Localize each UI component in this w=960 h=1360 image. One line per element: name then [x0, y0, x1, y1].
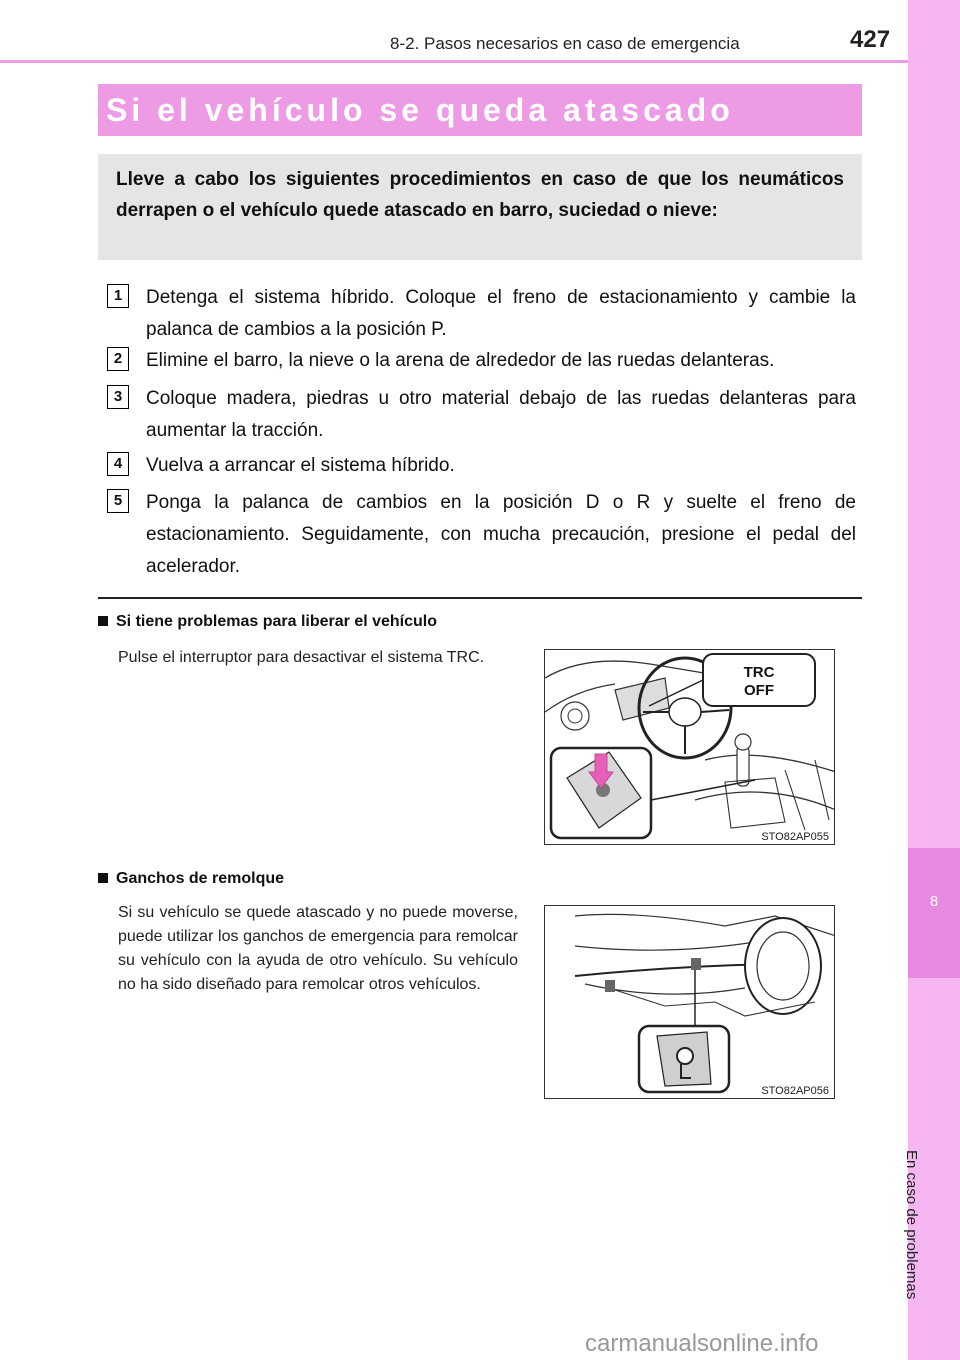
- step-text: Elimine el barro, la nieve o la arena de alrededor de las ruedas delanteras.: [146, 350, 775, 371]
- callout-text: OFF: [744, 682, 774, 699]
- dashboard-drawing: [545, 650, 835, 845]
- step-text: Coloque madera, piedras u otro material debajo de las ruedas delanteras para aumentar la tracción.: [146, 388, 856, 441]
- title-bar: [98, 84, 862, 136]
- step-badge: 5: [107, 489, 129, 513]
- subsection-heading-text: Ganchos de remolque: [116, 870, 285, 887]
- step-text: Ponga la palanca de cambios en la posición D o R y suelte el freno de estacionamiento. Seguidamente, con mucha precaución, presione el pedal del acelerador.: [146, 492, 856, 577]
- chapter-title: En caso de problemas: [903, 1150, 920, 1300]
- subsection-heading-text: Si tiene problemas para liberar el vehículo: [116, 613, 438, 630]
- chapter-band: [908, 848, 960, 978]
- header-rule: [0, 60, 908, 63]
- step-badge: 2: [107, 347, 129, 371]
- subsection-body: Si su vehículo se quede atascado y no puede moverse, puede utilizar los ganchos de emergencia para remolcar su vehículo con la ayuda de otro vehículo. Su vehículo no ha sido diseñado para remolcar otros vehículos.: [118, 904, 518, 993]
- square-bullet-icon: [98, 873, 108, 883]
- intro-box: Lleve a cabo los siguientes procedimientos en caso de que los neumáticos derrapen o el vehículo quede atascado en barro, suciedad o nieve:: [98, 154, 862, 260]
- figure-code: STO82AP055: [761, 831, 829, 843]
- step-badge: 4: [107, 452, 129, 476]
- subsection-heading: [98, 870, 284, 888]
- figure-code: STO82AP056: [761, 1085, 829, 1097]
- step-text: Vuelva a arrancar el sistema híbrido.: [146, 455, 455, 476]
- step-text: Detenga el sistema híbrido. Coloque el freno de estacionamiento y cambie la palanca de cambios a la posición P.: [146, 287, 856, 340]
- chapter-number: 8: [929, 893, 939, 910]
- trc-switch-illustration: [544, 649, 835, 845]
- callout-text: TRC: [743, 664, 775, 681]
- page-title: Si el vehículo se queda atascado: [106, 92, 734, 128]
- watermark: carmanualsonline.info: [585, 1330, 819, 1357]
- subsection-heading: [98, 613, 437, 631]
- step-badge: 3: [107, 385, 129, 409]
- car-underside-drawing: [545, 906, 835, 1099]
- tow-hook-illustration: [544, 905, 835, 1099]
- step-badge: 1: [107, 284, 129, 308]
- section-header: 8-2. Pasos necesarios en caso de emergencia: [390, 34, 740, 53]
- page-number: 427: [850, 26, 891, 53]
- divider: [98, 597, 862, 599]
- subsection-body: Pulse el interruptor para desactivar el sistema TRC.: [118, 649, 485, 666]
- square-bullet-icon: [98, 616, 108, 626]
